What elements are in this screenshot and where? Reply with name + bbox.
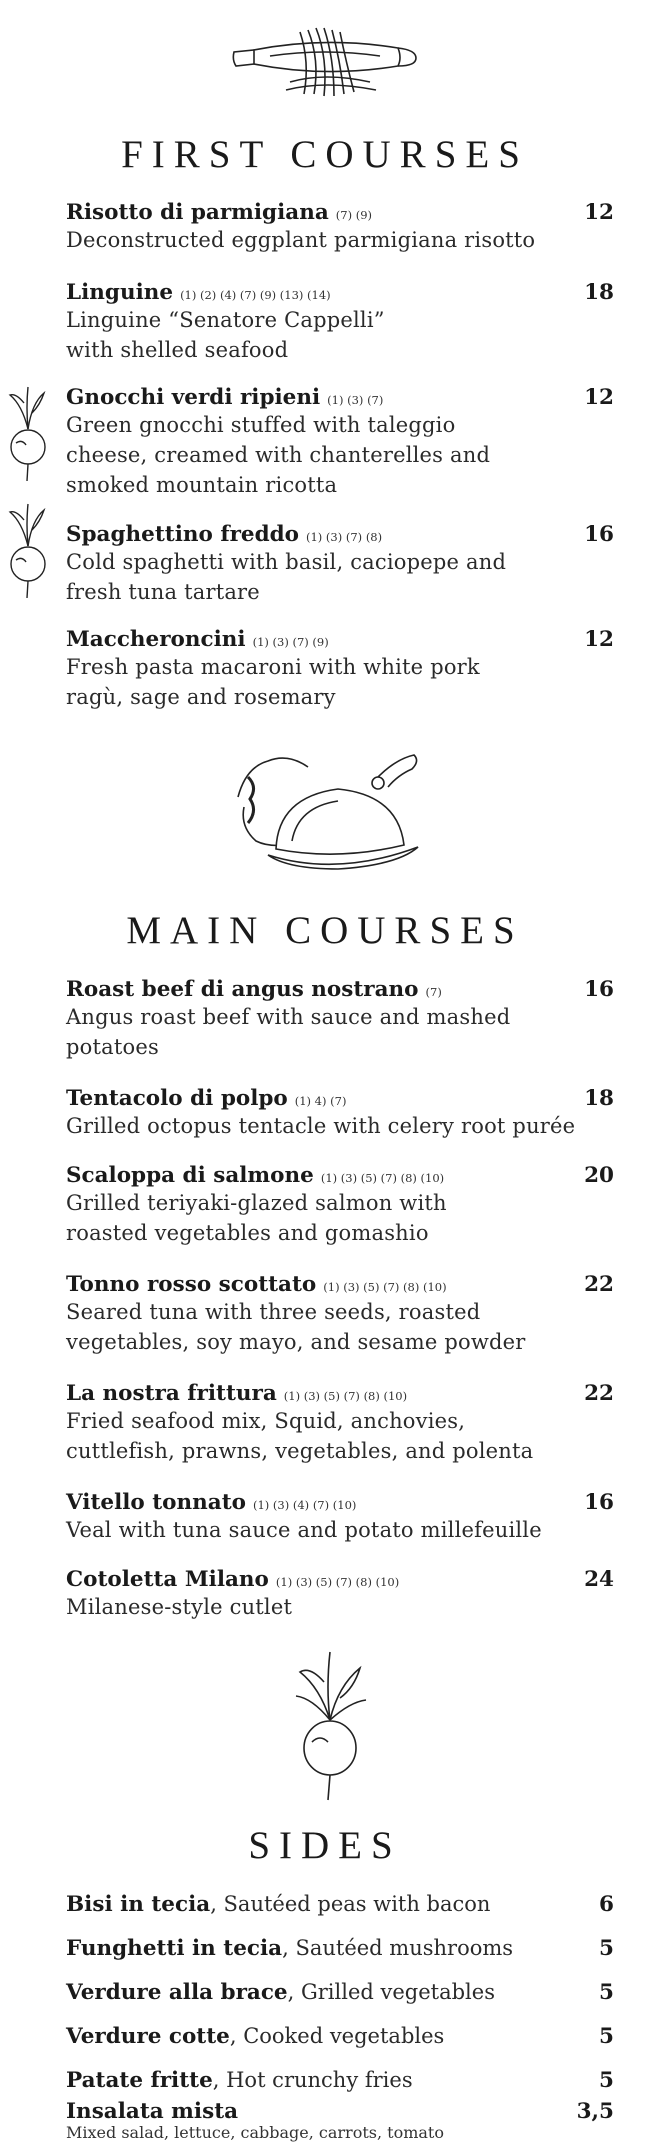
item-price: 18 xyxy=(584,280,614,305)
item-name: Funghetti in tecia xyxy=(66,1936,283,1961)
menu-item xyxy=(66,1567,614,1622)
item-price: 22 xyxy=(584,1381,614,1406)
item-allergens: (1) (3) (7) xyxy=(327,393,384,407)
item-description: Grilled octopus tentacle with celery root purée xyxy=(66,1114,576,1138)
item-allergens: (1) (3) (7) (8) xyxy=(305,530,383,544)
side-item xyxy=(66,2099,614,2142)
item-description: Deconstructed eggplant parmigiana risotto xyxy=(66,228,536,252)
side-item xyxy=(66,1980,614,2005)
item-description: with shelled seafood xyxy=(66,338,289,362)
item-allergens: (1) (3) (4) (7) (10) xyxy=(252,1498,357,1512)
item-price: 3,5 xyxy=(576,2099,614,2124)
item-name: La nostra frittura xyxy=(66,1381,277,1406)
side-item xyxy=(66,1892,614,1917)
item-description: cheese, creamed with chanterelles and xyxy=(66,443,491,467)
item-description: , Sautéed mushrooms xyxy=(282,1936,514,1960)
item-allergens: (1) (3) (5) (7) (8) (10) xyxy=(320,1171,445,1185)
menu-item xyxy=(66,522,614,607)
beet-small-illustration xyxy=(2,383,54,483)
rolling-pin-pasta-illustration xyxy=(230,22,420,100)
item-price: 16 xyxy=(584,977,614,1002)
item-price: 12 xyxy=(584,200,614,225)
cloche-illustration xyxy=(228,737,438,877)
item-description: Grilled teriyaki-glazed salmon with xyxy=(66,1191,447,1215)
item-allergens: (1) 4) (7) xyxy=(294,1094,347,1108)
item-description: Fresh pasta macaroni with white pork xyxy=(66,655,480,679)
item-allergens: (1) (3) (5) (7) (8) (10) xyxy=(275,1575,400,1589)
menu-item xyxy=(66,1381,614,1466)
item-name: Spaghettino freddo xyxy=(66,522,299,547)
item-price: 18 xyxy=(584,1086,614,1111)
item-price: 5 xyxy=(599,2068,614,2093)
item-price: 5 xyxy=(599,2024,614,2049)
item-allergens: (7) (9) xyxy=(335,208,373,222)
item-description: , Grilled vegetables xyxy=(287,1980,495,2004)
item-name: Bisi in tecia xyxy=(66,1892,211,1917)
item-price: 12 xyxy=(584,385,614,410)
item-price: 5 xyxy=(599,1936,614,1961)
item-description: , Cooked vegetables xyxy=(229,2024,445,2048)
sides-title: SIDES xyxy=(248,1824,402,1867)
item-name: Verdure alla brace xyxy=(66,1980,288,2005)
side-item xyxy=(66,2068,614,2093)
beet-small-illustration xyxy=(2,500,54,600)
item-allergens: (1) (2) (4) (7) (9) (13) (14) xyxy=(180,288,331,302)
main-courses-title: MAIN COURSES xyxy=(126,909,524,952)
item-description: Fried seafood mix, Squid, anchovies, xyxy=(66,1409,466,1433)
menu-item xyxy=(66,977,614,1062)
item-description: ragù, sage and rosemary xyxy=(66,685,336,709)
item-name: Risotto di parmigiana xyxy=(66,200,329,225)
menu-item xyxy=(66,1490,614,1545)
item-description: roasted vegetables and gomashio xyxy=(66,1221,429,1245)
item-description: Veal with tuna sauce and potato millefeuille xyxy=(66,1518,542,1542)
item-description: Seared tuna with three seeds, roasted xyxy=(66,1300,481,1324)
item-price: 12 xyxy=(584,627,614,652)
item-name: Scaloppa di salmone xyxy=(66,1163,314,1188)
beet-large-illustration xyxy=(290,1648,370,1803)
item-description: Linguine “Senatore Cappelli” xyxy=(66,308,385,332)
item-description: Cold spaghetti with basil, caciopepe and xyxy=(66,550,507,574)
item-price: 6 xyxy=(599,1892,614,1917)
item-name: Patate fritte xyxy=(66,2068,213,2093)
item-price: 24 xyxy=(584,1567,614,1592)
item-name: Gnocchi verdi ripieni xyxy=(66,385,321,410)
side-item xyxy=(66,2024,614,2049)
item-allergens: (1) (3) (5) (7) (8) (10) xyxy=(323,1280,447,1294)
item-description: , Sautéed peas with bacon xyxy=(210,1892,491,1916)
item-description: Green gnocchi stuffed with taleggio xyxy=(66,413,456,437)
item-name: Roast beef di angus nostrano xyxy=(66,977,419,1002)
side-item xyxy=(66,1936,614,1961)
item-description: Mixed salad, lettuce, cabbage, carrots, tomato xyxy=(66,2123,444,2142)
item-description: vegetables, soy mayo, and sesame powder xyxy=(66,1330,526,1354)
menu-item xyxy=(66,200,614,255)
item-price: 5 xyxy=(599,1980,614,2005)
first-courses-title: FIRST COURSES xyxy=(121,133,529,176)
item-name: Cotoletta Milano xyxy=(66,1567,269,1592)
item-name: Insalata mista xyxy=(66,2099,239,2124)
item-price: 22 xyxy=(584,1272,614,1297)
item-description: cuttlefish, prawns, vegetables, and polenta xyxy=(66,1439,534,1463)
menu-item xyxy=(66,280,614,365)
item-description: potatoes xyxy=(66,1035,159,1059)
item-description: smoked mountain ricotta xyxy=(66,473,338,497)
menu-item xyxy=(66,627,614,712)
item-name: Tonno rosso scottato xyxy=(66,1272,317,1297)
item-price: 16 xyxy=(584,1490,614,1515)
item-description: fresh tuna tartare xyxy=(66,580,260,604)
item-allergens: (7) xyxy=(425,985,442,999)
item-name: Linguine xyxy=(66,280,174,305)
item-name: Maccheroncini xyxy=(66,627,246,652)
menu-item xyxy=(66,1272,614,1357)
menu-item xyxy=(66,385,614,500)
item-allergens: (1) (3) (7) (9) xyxy=(252,635,329,649)
item-price: 16 xyxy=(584,522,614,547)
item-name: Vitello tonnato xyxy=(66,1490,246,1515)
menu-item xyxy=(66,1086,614,1141)
item-description: Angus roast beef with sauce and mashed xyxy=(66,1005,511,1029)
item-description: Milanese-style cutlet xyxy=(66,1595,293,1619)
item-allergens: (1) (3) (5) (7) (8) (10) xyxy=(283,1389,408,1403)
menu-item xyxy=(66,1163,614,1248)
item-price: 20 xyxy=(584,1163,614,1188)
item-name: Tentacolo di polpo xyxy=(66,1086,288,1111)
item-description: , Hot crunchy fries xyxy=(212,2068,413,2092)
item-name: Verdure cotte xyxy=(66,2024,230,2049)
